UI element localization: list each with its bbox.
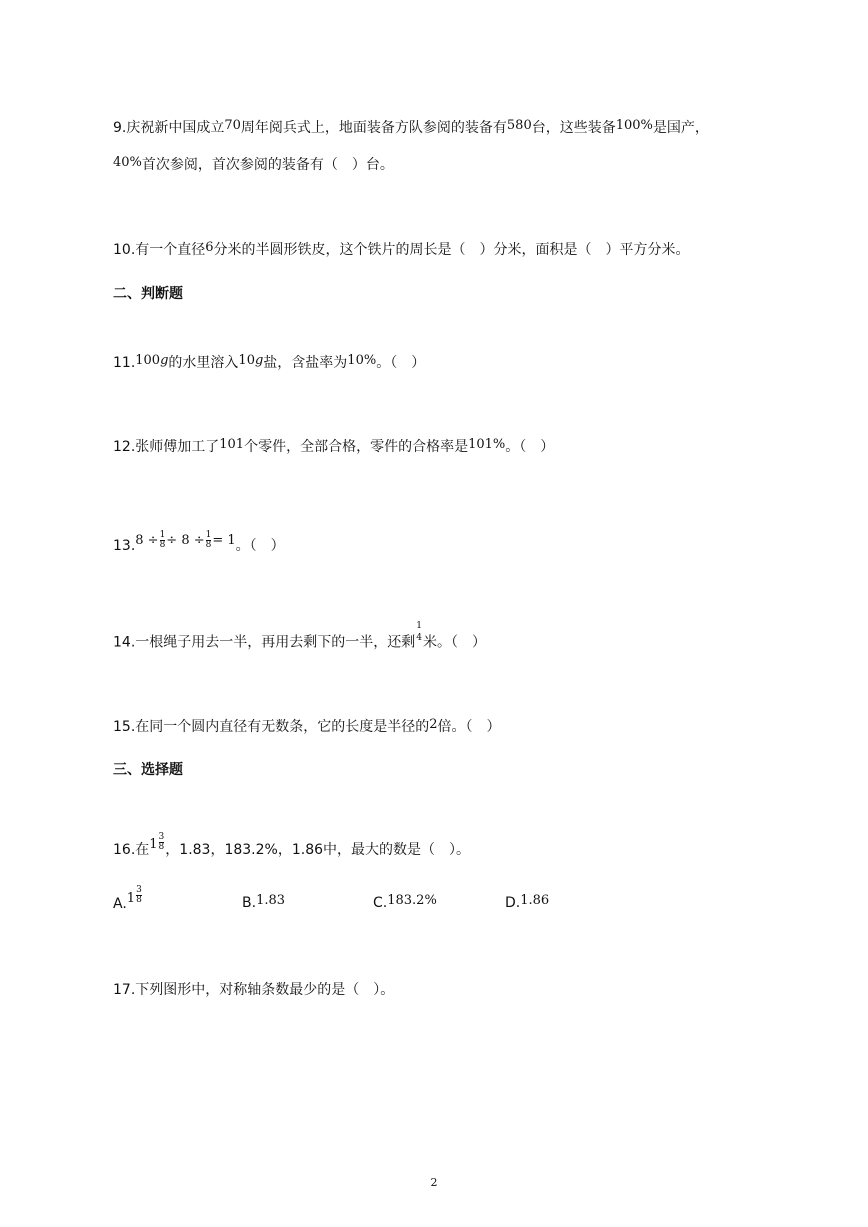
q11-number-1: 100 bbox=[135, 353, 161, 368]
option-b-value: 1.83 bbox=[256, 893, 286, 908]
q12-number-2: 101% bbox=[468, 437, 506, 452]
fraction-denominator: 8 bbox=[205, 539, 212, 550]
option-c-value: 183.2% bbox=[387, 893, 437, 908]
option-a[interactable] bbox=[113, 885, 143, 914]
q11-text-1: 11. bbox=[113, 355, 136, 371]
question-11 bbox=[113, 353, 425, 374]
q9-text-3: 台，这些装备 bbox=[531, 120, 616, 136]
option-a-mixed-number bbox=[126, 885, 143, 908]
q10-text-1: 10.有一个直径 bbox=[113, 242, 206, 258]
question-16 bbox=[113, 831, 471, 861]
q13-fraction-1 bbox=[160, 531, 166, 550]
q15-text-2: 倍。（ ） bbox=[437, 719, 501, 735]
q9-text-4: 是国产， bbox=[652, 120, 709, 136]
question-12 bbox=[113, 437, 554, 458]
option-b[interactable] bbox=[242, 895, 285, 911]
q13-fraction-2 bbox=[206, 531, 212, 550]
q16-text-1: 16.在 bbox=[113, 842, 150, 858]
q9-text-1: 9.庆祝新中国成立 bbox=[113, 120, 225, 136]
question-14 bbox=[113, 621, 486, 653]
q15-text-1: 15.在同一个圆内直径有无数条，它的长度是半径的 bbox=[113, 719, 430, 735]
q10-text-2: 分米的半圆形铁皮，这个铁片的周长是（ ）分米，面积是（ ）平方分米。 bbox=[213, 242, 690, 258]
mixed-whole: 1 bbox=[149, 837, 158, 852]
q13-text-1: 13. bbox=[113, 538, 136, 554]
q14-text-2: 米。（ ） bbox=[423, 634, 486, 651]
fraction-denominator: 8 bbox=[158, 841, 165, 852]
option-a-label: A. bbox=[113, 896, 127, 912]
q13-expr-2: ÷ 8 ÷ bbox=[166, 533, 205, 548]
q16-text-2: ，1.83，183.2%，1.86中，最大的数是（ ）。 bbox=[165, 842, 471, 858]
option-b-label: B. bbox=[242, 895, 257, 911]
q13-expr-3: = 1 bbox=[212, 533, 236, 548]
q12-number-1: 101 bbox=[219, 437, 245, 452]
fraction-numerator: 1 bbox=[416, 621, 422, 631]
option-d-label: D. bbox=[505, 895, 521, 911]
page-number: 2 bbox=[430, 1176, 438, 1189]
q16-mixed-number bbox=[149, 831, 165, 855]
q9-number-1: 70 bbox=[224, 118, 241, 133]
fraction-numerator: 1 bbox=[159, 529, 166, 540]
fraction-numerator: 3 bbox=[158, 831, 165, 842]
fraction-denominator: 8 bbox=[136, 895, 142, 905]
q11-number-2: 10 bbox=[238, 353, 255, 368]
question-17 bbox=[113, 980, 394, 1000]
q9-number-2: 580 bbox=[506, 118, 532, 133]
option-d-value: 1.86 bbox=[520, 893, 550, 908]
q13-text-2: 。（ ） bbox=[235, 538, 285, 554]
fraction-numerator: 1 bbox=[205, 529, 212, 540]
q14-text-1: 14.一根绳子用去一半，再用去剩下的一半，还剩 bbox=[113, 634, 416, 651]
option-c-label: C. bbox=[373, 895, 388, 911]
option-c[interactable] bbox=[373, 895, 437, 911]
question-9-line-2 bbox=[113, 155, 394, 176]
mixed-fraction bbox=[136, 886, 142, 905]
q9-text-2: 周年阅兵式上，地面装备方队参阅的装备有 bbox=[240, 120, 507, 136]
q11-unit-1: g bbox=[160, 353, 169, 368]
fraction-denominator: 4 bbox=[416, 633, 422, 643]
q11-text-4: 。（ ） bbox=[376, 355, 426, 371]
q11-unit-2: g bbox=[254, 353, 264, 368]
q11-text-3: 盐，含盐率为 bbox=[263, 355, 348, 371]
q14-fraction bbox=[416, 622, 422, 643]
q10-number-1: 6 bbox=[205, 240, 214, 255]
section-heading-judgement: 二、判断题 bbox=[113, 286, 183, 302]
q9-number-3: 100% bbox=[615, 118, 653, 133]
section-heading-choice: 三、选择题 bbox=[113, 762, 183, 778]
q17-text-1: 17.下列图形中，对称轴条数最少的是（ ）。 bbox=[113, 982, 395, 998]
mixed-whole: 1 bbox=[126, 891, 136, 906]
q12-text-3: 。（ ） bbox=[505, 439, 555, 455]
question-15 bbox=[113, 717, 501, 738]
q11-text-2: 的水里溶入 bbox=[168, 355, 239, 371]
mixed-fraction bbox=[159, 833, 165, 852]
q12-text-1: 12.张师傅加工了 bbox=[113, 439, 220, 455]
fraction-denominator: 8 bbox=[159, 539, 166, 550]
q11-number-3: 10% bbox=[347, 353, 377, 368]
fraction-numerator: 3 bbox=[136, 885, 142, 895]
question-13 bbox=[113, 529, 285, 557]
q12-text-2: 个零件，全部合格，零件的合格率是 bbox=[244, 439, 469, 455]
q15-number-1: 2 bbox=[429, 717, 438, 732]
q9-number-4: 40% bbox=[113, 155, 142, 170]
question-10 bbox=[113, 240, 690, 261]
q13-expr-1: 8 ÷ bbox=[135, 533, 159, 548]
option-d[interactable] bbox=[505, 895, 549, 911]
q9-text-5: 首次参阅，首次参阅的装备有（ ）台。 bbox=[141, 157, 394, 173]
question-9-line-1 bbox=[113, 118, 709, 139]
